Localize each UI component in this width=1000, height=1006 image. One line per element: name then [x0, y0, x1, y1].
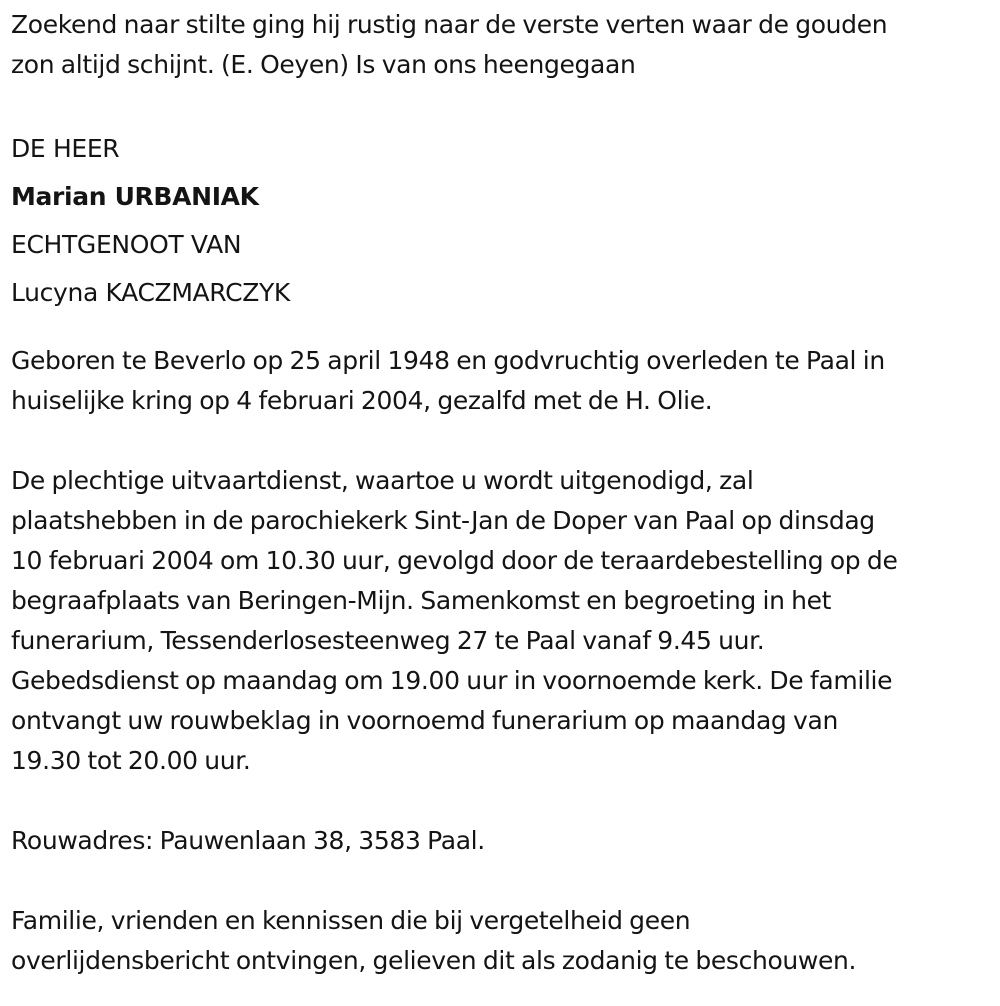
title-line: DE HEER: [11, 134, 120, 163]
mourning-address: Rouwadres: Pauwenlaan 38, 3583 Paal.: [11, 826, 485, 855]
service-line: funerarium, Tessenderlosesteenweg 27 te Paal vanaf 9.45 uur.: [11, 626, 765, 655]
relation-line: ECHTGENOOT VAN: [11, 230, 242, 259]
spouse-name: Lucyna KACZMARCZYK: [11, 278, 290, 307]
intro-line: zon altijd schijnt. (E. Oeyen) Is van ons heengegaan: [11, 50, 636, 79]
service-line: De plechtige uitvaartdienst, waartoe u wordt uitgenodigd, zal: [11, 466, 754, 495]
birth-death-line: Geboren te Beverlo op 25 april 1948 en godvruchtig overleden te Paal in: [11, 346, 885, 375]
closing-paragraph: [11, 901, 996, 981]
paragraph-spacer: [11, 85, 996, 125]
service-line: 19.30 tot 20.00 uur.: [11, 746, 251, 775]
intro-paragraph: [11, 5, 996, 85]
intro-line: Zoekend naar stilte ging hij rustig naar de verste verten waar de gouden: [11, 10, 888, 39]
address-paragraph: [11, 821, 996, 861]
obituary-notice: [11, 5, 996, 981]
service-line: 10 februari 2004 om 10.30 uur, gevolgd door de teraardebestelling op de: [11, 546, 898, 575]
service-line: ontvangt uw rouwbeklag in voornoemd funerarium op maandag van: [11, 706, 838, 735]
service-line: Gebedsdienst op maandag om 19.00 uur in voornoemde kerk. De familie: [11, 666, 893, 695]
service-line: begraafplaats van Beringen-Mijn. Samenkomst en begroeting in het: [11, 586, 832, 615]
paragraph-spacer: [11, 317, 996, 341]
closing-line: overlijdensbericht ontvingen, gelieven dit als zodanig te beschouwen.: [11, 946, 857, 975]
paragraph-spacer: [11, 781, 996, 821]
paragraph-spacer: [11, 861, 996, 901]
closing-line: Familie, vrienden en kennissen die bij vergetelheid geen: [11, 906, 691, 935]
service-line: plaatshebben in de parochiekerk Sint-Jan de Doper van Paal op dinsdag: [11, 506, 875, 535]
deceased-name: Marian URBANIAK: [11, 182, 259, 211]
birth-death-paragraph: [11, 341, 996, 421]
paragraph-spacer: [11, 421, 996, 461]
birth-death-line: huiselijke kring op 4 februari 2004, gezalfd met de H. Olie.: [11, 386, 713, 415]
service-paragraph: [11, 461, 996, 781]
